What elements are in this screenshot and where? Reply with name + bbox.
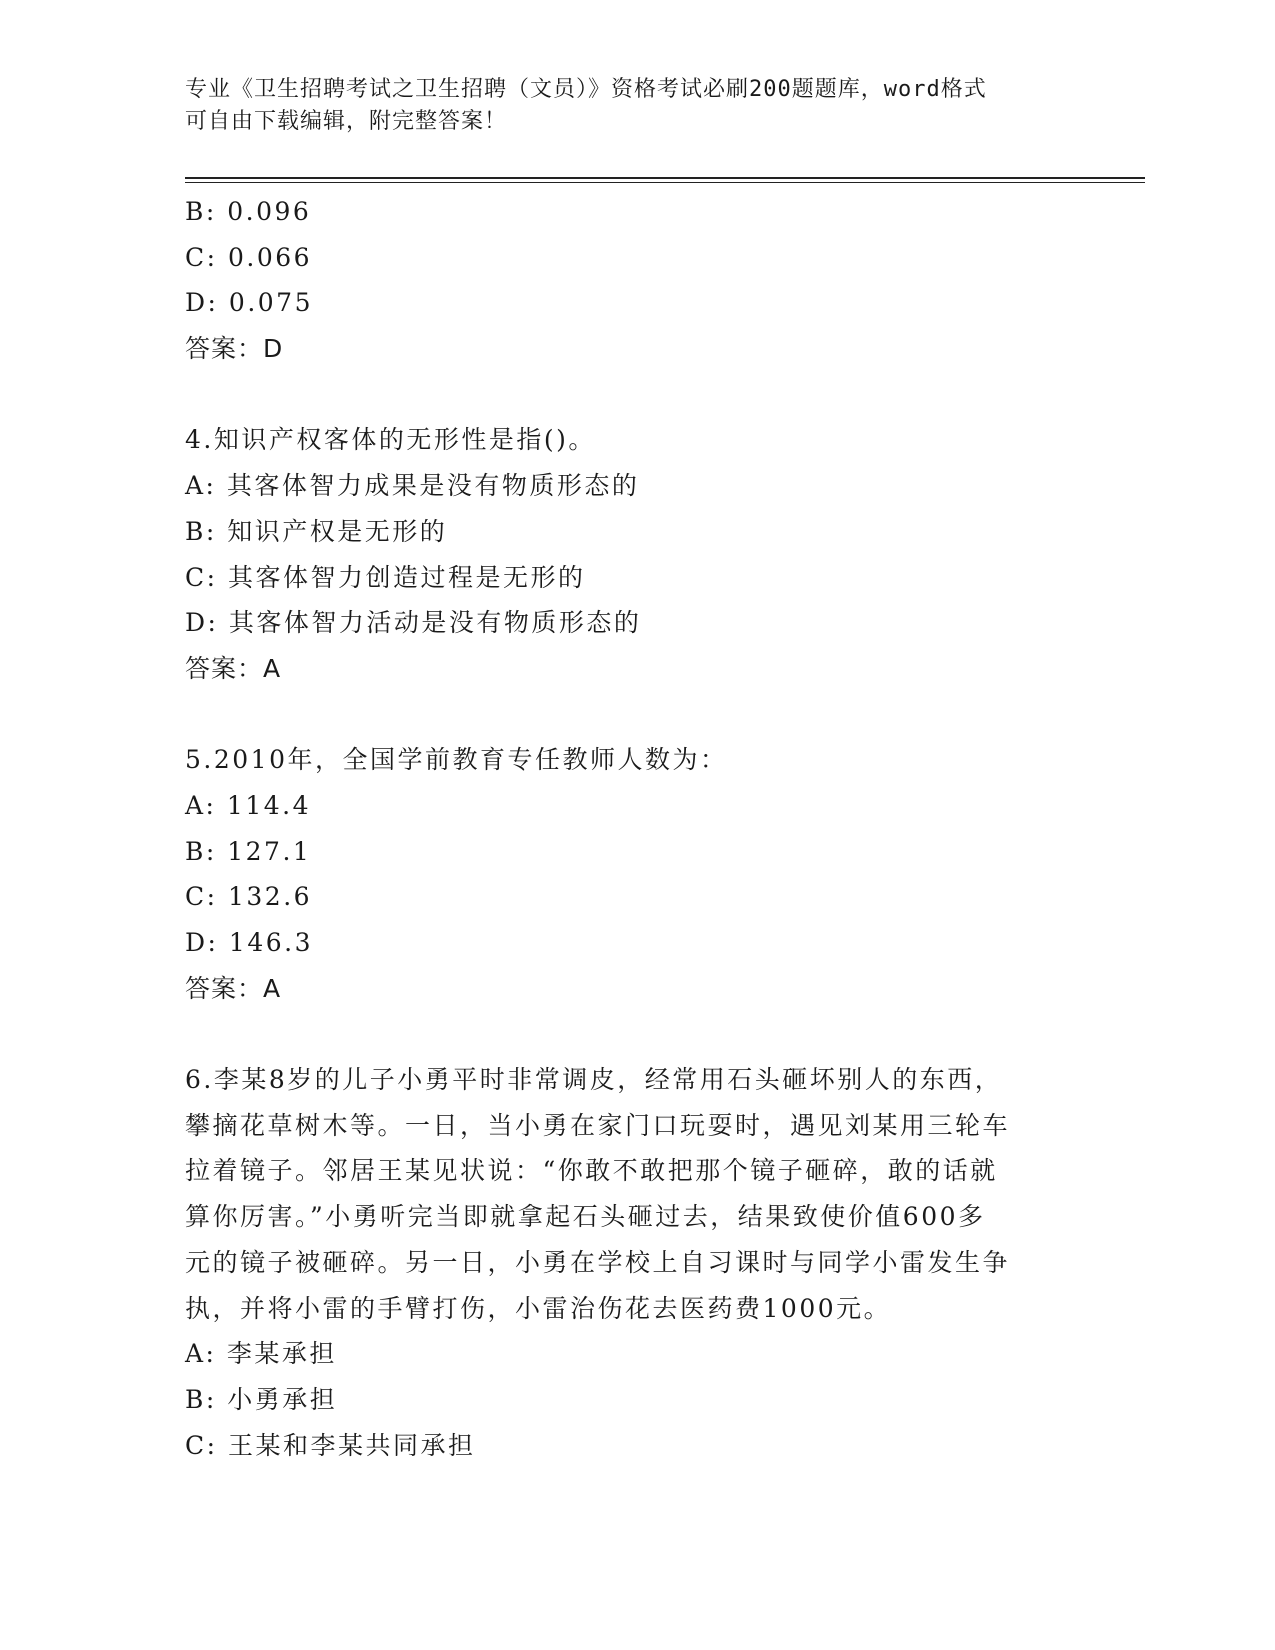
option-c: C: 0.066 (185, 242, 313, 272)
question-text-line: 6.李某8岁的儿子小勇平时非常调皮，经常用石头砸坏别人的东西， (185, 1065, 1003, 1095)
option-c: C: 王某和李某共同承担 (185, 1430, 476, 1460)
spacer (185, 372, 1065, 418)
option-a: A: 其客体智力成果是没有物质形态的 (185, 471, 640, 501)
option-b: B: 小勇承担 (185, 1384, 338, 1414)
answer: 答案：D (185, 334, 284, 364)
question-text-line: 拉着镜子。邻居王某见状说：“你敢不敢把那个镜子砸碎，敢的话就 (185, 1156, 998, 1186)
question-text: 5.2010年，全国学前教育专任教师人数为： (185, 745, 728, 775)
question-text-line: 执，并将小雷的手臂打伤，小雷治伤花去医药费1000元。 (185, 1293, 892, 1323)
question-text-line: 元的镜子被砸碎。另一日，小勇在学校上自习课时与同学小雷发生争 (185, 1247, 1011, 1277)
option-c: C: 132.6 (185, 882, 313, 912)
answer: 答案：A (185, 973, 282, 1003)
header-divider-thick (185, 177, 1145, 179)
header-divider-thin (185, 182, 1145, 183)
option-c: C: 其客体智力创造过程是无形的 (185, 562, 586, 592)
document-header (185, 74, 1065, 138)
option-b: B: 127.1 (185, 836, 312, 866)
option-a: A: 114.4 (185, 790, 311, 820)
question-3 (185, 189, 1065, 372)
question-5 (185, 737, 1065, 1011)
question-text-line: 算你厉害。”小勇听完当即就拿起石头砸过去，结果致使价值600多 (185, 1202, 986, 1232)
question-text-line: 攀摘花草树木等。一日，当小勇在家门口玩耍时，遇见刘某用三轮车 (185, 1110, 1011, 1140)
question-list (185, 189, 1065, 1468)
answer: 答案：A (185, 653, 282, 683)
option-b: B: 知识产权是无形的 (185, 516, 448, 546)
question-4 (185, 417, 1065, 691)
option-d: D: 其客体智力活动是没有物质形态的 (185, 608, 642, 638)
question-text: 4.知识产权客体的无形性是指()。 (185, 425, 596, 455)
option-d: D: 146.3 (185, 928, 313, 957)
header-line-2: 可自由下载编辑，附完整答案！ (185, 109, 508, 134)
question-6 (185, 1057, 1065, 1468)
option-d: D: 0.075 (185, 288, 313, 318)
spacer (185, 692, 1065, 738)
header-line-1: 专业《卫生招聘考试之卫生招聘（文员）》资格考试必刷200题题库，word格式 (185, 77, 987, 102)
option-a: A: 李某承担 (185, 1339, 337, 1369)
spacer (185, 1011, 1065, 1057)
option-b: B: 0.096 (185, 197, 312, 226)
